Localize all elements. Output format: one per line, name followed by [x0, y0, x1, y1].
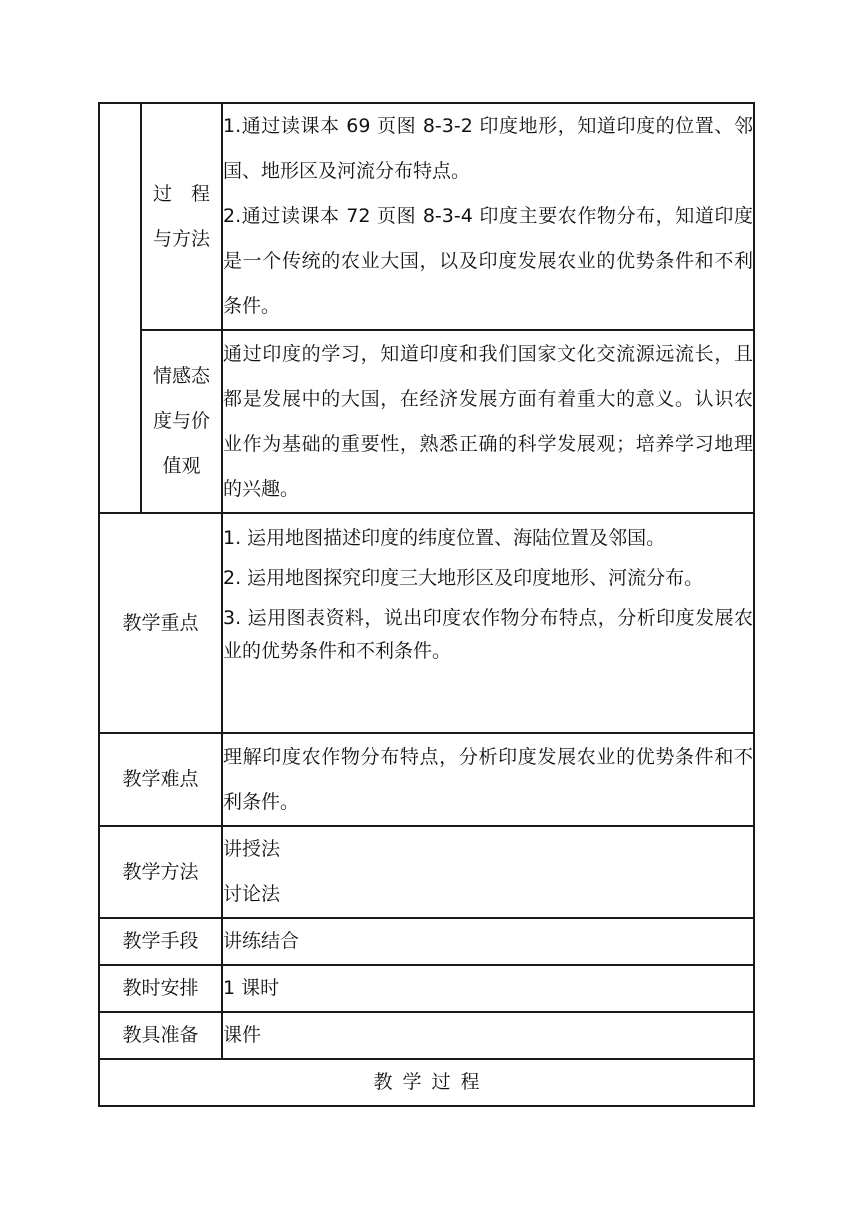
tools-label: 教具准备	[99, 1012, 222, 1059]
process-method-label-line1: 过 程	[152, 182, 210, 205]
means-label: 教学手段	[99, 918, 222, 965]
methods-content	[222, 826, 754, 918]
emotion-attitude-row	[99, 330, 754, 513]
method-item-2: 讨论法	[223, 883, 281, 905]
emotion-attitude-text: 通过印度的学习，知道印度和我们国家文化交流源远流长，且都是发展中的大国，在经济发展方面有着重大的意义。认识农业作为基础的重要性，熟悉正确的科学发展观；培养学习地理的兴趣。	[223, 342, 753, 500]
key-point-item-1: 1. 运用地图描述印度的纬度位置、海陆位置及邻国。	[223, 527, 666, 549]
means-row	[99, 918, 754, 965]
process-method-row	[99, 103, 754, 330]
emotion-attitude-label-line1: 情感态	[152, 365, 210, 387]
process-method-item-2: 2.通过读课本 72 页图 8-3-4 印度主要农作物分布，知道印度是一个传统的农业大国，以及印度发展农业的优势条件和不利条件。	[223, 205, 753, 317]
methods-label: 教学方法	[99, 826, 222, 918]
tools-row	[99, 1012, 754, 1059]
schedule-label: 教时安排	[99, 965, 222, 1012]
process-method-label	[141, 103, 222, 330]
difficulties-content	[222, 733, 754, 826]
emotion-attitude-label-line2: 度与价	[152, 410, 210, 432]
emotion-attitude-label-line3: 值观	[162, 455, 201, 477]
difficulties-label: 教学难点	[99, 733, 222, 826]
methods-row	[99, 826, 754, 918]
process-method-item-1: 1.通过读课本 69 页图 8-3-2 印度地形，知道印度的位置、邻国、地形区及河流分布特点。	[223, 115, 753, 182]
difficulties-row	[99, 733, 754, 826]
objectives-merged-cell	[99, 103, 141, 513]
key-point-item-3: 3. 运用图表资料，说出印度农作物分布特点，分析印度发展农业的优势条件和不利条件。	[223, 607, 753, 662]
schedule-content: 1 课时	[222, 965, 754, 1012]
process-header-cell	[99, 1059, 754, 1106]
key-points-label: 教学重点	[99, 513, 222, 733]
process-header-title: 教学过程	[373, 1071, 490, 1093]
means-content: 讲练结合	[222, 918, 754, 965]
emotion-attitude-content	[222, 330, 754, 513]
key-points-row	[99, 513, 754, 733]
schedule-row	[99, 965, 754, 1012]
process-method-label-line2: 与方法	[152, 227, 210, 250]
process-method-content	[222, 103, 754, 330]
tools-content: 课件	[222, 1012, 754, 1059]
emotion-attitude-label	[141, 330, 222, 513]
key-point-item-2: 2. 运用地图探究印度三大地形区及印度地形、河流分布。	[223, 567, 704, 589]
lesson-plan-table	[98, 102, 755, 1107]
process-header-row	[99, 1059, 754, 1106]
difficulties-text: 理解印度农作物分布特点，分析印度发展农业的优势条件和不利条件。	[223, 745, 753, 813]
key-points-content	[222, 513, 754, 733]
method-item-1: 讲授法	[223, 838, 281, 860]
